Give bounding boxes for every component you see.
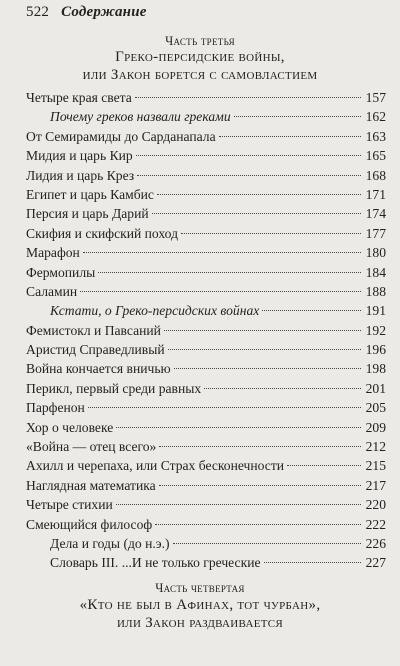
toc-entry-title: Персия и царь Дарий <box>26 206 149 222</box>
toc-entry[interactable] <box>26 321 386 340</box>
toc-entry[interactable] <box>26 263 386 282</box>
toc-entry-page: 196 <box>365 342 386 358</box>
toc-entry-title: Почему греков назвали греками <box>50 109 231 125</box>
part4-title <box>0 597 400 632</box>
toc-entry[interactable] <box>26 379 386 398</box>
toc-entry-page: 157 <box>365 90 386 105</box>
toc-entry[interactable] <box>26 495 386 514</box>
toc-entry[interactable] <box>26 185 386 204</box>
toc-entry-title: Четыре стихии <box>26 497 113 513</box>
leader-dots <box>262 310 361 311</box>
toc-entry-page: 209 <box>365 419 386 435</box>
toc-entry[interactable] <box>26 476 386 495</box>
leader-dots <box>219 136 361 137</box>
toc-entry-title: Фемистокл и Павсаний <box>26 322 161 338</box>
leader-dots <box>159 485 361 486</box>
toc-entry-page: 163 <box>365 128 386 144</box>
leader-dots <box>264 562 361 563</box>
toc-entry[interactable] <box>26 553 386 572</box>
leader-dots <box>159 446 361 447</box>
toc-entry[interactable] <box>26 88 386 107</box>
toc-entry-title: Фермопилы <box>26 264 96 280</box>
toc-entry-page: 162 <box>365 109 386 125</box>
part4-title-line2: или Закон раздваивается <box>116 614 284 631</box>
part3-title-line2: или Закон борется с самовластием <box>82 66 318 83</box>
toc-entry[interactable] <box>26 398 386 417</box>
leader-dots <box>287 465 361 466</box>
part3-toc <box>26 88 386 573</box>
toc-entry-page: 191 <box>365 303 386 319</box>
toc-entry-page: 180 <box>365 245 386 261</box>
toc-entry[interactable] <box>26 204 386 223</box>
toc-entry[interactable] <box>26 127 386 146</box>
toc-entry-page: 184 <box>365 264 386 280</box>
toc-entry-page: 198 <box>365 361 386 377</box>
toc-entry-title: Хор о человеке <box>26 419 114 435</box>
toc-entry-title: Дела и годы (до н.э.) <box>50 535 170 551</box>
leader-dots <box>83 252 361 253</box>
toc-entry[interactable] <box>26 224 386 243</box>
toc-entry-title: Парфенон <box>26 400 85 416</box>
toc-entry-page: 222 <box>365 516 386 532</box>
toc-entry[interactable] <box>26 282 386 301</box>
toc-entry-title: Скифия и скифский поход <box>26 225 178 241</box>
toc-entry[interactable] <box>26 166 386 185</box>
toc-entry-title: Ахилл и черепаха, или Страх бесконечности <box>26 458 285 474</box>
leader-dots <box>80 291 361 292</box>
toc-entry[interactable] <box>26 359 386 378</box>
leader-dots <box>135 97 361 98</box>
leader-dots <box>98 272 361 273</box>
toc-entry-title: Словарь III. ...И не только греческие <box>50 555 261 571</box>
toc-entry-title: Лидия и царь Крез <box>26 167 135 183</box>
toc-entry-title: Четыре края света <box>26 90 132 105</box>
running-header <box>26 4 147 21</box>
toc-entry-page: 177 <box>365 225 386 241</box>
toc-entry-title: «Война — отец всего» <box>26 439 157 455</box>
toc-entry[interactable] <box>26 301 386 320</box>
toc-entry-page: 212 <box>365 439 386 455</box>
toc-entry[interactable] <box>26 146 386 165</box>
leader-dots <box>174 368 361 369</box>
toc-entry[interactable] <box>26 456 386 475</box>
leader-dots <box>152 213 361 214</box>
toc-entry-page: 168 <box>365 167 386 183</box>
part4-title-line1: «Кто не был в Афинах, тот чурбан», <box>79 597 321 613</box>
leader-dots <box>88 407 361 408</box>
leader-dots <box>204 388 361 389</box>
toc-entry-title: Мидия и царь Кир <box>26 148 133 164</box>
toc-entry-title: Марафон <box>26 245 80 261</box>
toc-entry-page: 220 <box>365 497 386 513</box>
toc-entry-title: Перикл, первый среди равных <box>26 380 202 396</box>
leader-dots <box>116 427 361 428</box>
leader-dots <box>164 330 361 331</box>
leader-dots <box>234 116 361 117</box>
toc-entry-title: Война кончается вничью <box>26 361 171 377</box>
leader-dots <box>136 155 361 156</box>
toc-entry-page: 188 <box>365 283 386 299</box>
part3-title-line1: Греко-персидские войны, <box>115 49 285 65</box>
toc-entry-title: Египет и царь Камбис <box>26 186 154 202</box>
leader-dots <box>116 504 361 505</box>
toc-entry-title: Аристид Справедливый <box>26 342 165 358</box>
page-number: 522 <box>26 4 50 20</box>
toc-entry-page: 215 <box>365 458 386 474</box>
toc-entry[interactable] <box>26 437 386 456</box>
part3-label: Часть третья <box>165 34 235 48</box>
section-title: Содержание <box>61 4 147 20</box>
leader-dots <box>168 349 361 350</box>
toc-entry-title: Смеющийся философ <box>26 516 153 532</box>
toc-entry-page: 226 <box>365 535 386 551</box>
toc-entry-title: Саламин <box>26 283 78 299</box>
toc-entry-title: Наглядная математика <box>26 477 156 493</box>
leader-dots <box>137 175 361 176</box>
toc-entry-page: 205 <box>365 400 386 416</box>
toc-entry-page: 171 <box>365 186 386 202</box>
toc-entry-page: 217 <box>365 477 386 493</box>
toc-entry-title: Кстати, о Греко-персидских войнах <box>50 303 260 319</box>
part3-title <box>0 49 400 84</box>
toc-entry-page: 192 <box>365 322 386 338</box>
leader-dots <box>173 543 361 544</box>
leader-dots <box>155 524 361 525</box>
toc-entry[interactable] <box>26 515 386 534</box>
toc-entry-title: От Семирамиды до Сарданапала <box>26 128 216 144</box>
toc-entry[interactable] <box>26 418 386 437</box>
toc-entry-page: 227 <box>365 555 386 571</box>
toc-entry[interactable] <box>26 243 386 262</box>
toc-entry[interactable] <box>26 340 386 359</box>
toc-entry-page: 174 <box>365 206 386 222</box>
part4-label: Часть четвертая <box>155 581 245 595</box>
toc-entry-page: 165 <box>365 148 386 164</box>
leader-dots <box>181 233 361 234</box>
leader-dots <box>157 194 361 195</box>
toc-entry[interactable] <box>26 107 386 126</box>
toc-entry[interactable] <box>26 534 386 553</box>
toc-entry-page: 201 <box>365 380 386 396</box>
